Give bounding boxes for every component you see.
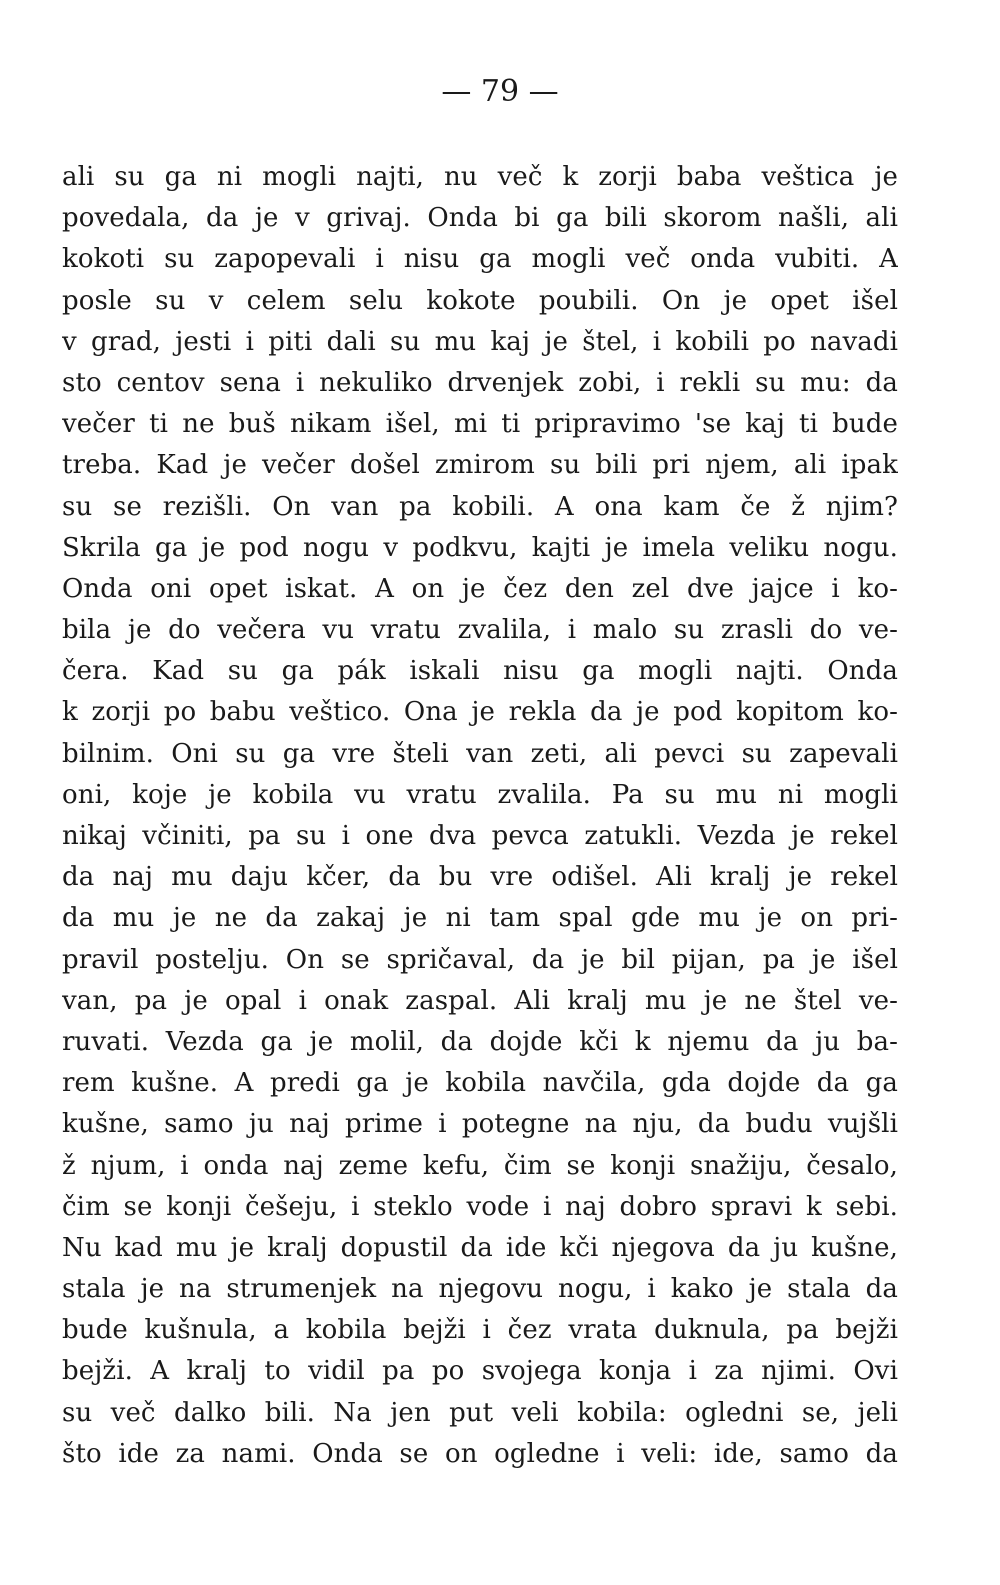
text-line: povedala, da je v grivaj. Onda bi ga bili skorom našli, ali [62, 203, 898, 234]
text-line: nikaj včiniti, pa su i one dva pevca zatukli. Vezda je rekel [62, 821, 898, 851]
body-text [62, 157, 898, 1475]
text-line: Skrila ga je pod nogu v podkvu, kajti je imela veliku nogu. [62, 532, 898, 563]
text-line: ž njum, i onda naj zeme kefu, čim se konji snažiju, česalo, [62, 1150, 898, 1181]
text-line: bude kušnula, a kobila bejži i čez vrata duknula, pa bejži [62, 1315, 898, 1346]
text-line: ali su ga ni mogli najti, nu več k zorji baba veštica je [62, 162, 898, 192]
text-line: kokoti su zapopevali i nisu ga mogli več onda vubiti. A [62, 244, 898, 275]
text-line: v grad, jesti i piti dali su mu kaj je štel, i kobili po navadi [62, 326, 898, 357]
text-line: kušne, samo ju naj prime i potegne na nju, da budu vujšli [62, 1109, 898, 1140]
text-line: pravil postelju. On se spričaval, da je bil pijan, pa je išel [62, 944, 898, 975]
text-line: stala je na strumenjek na njegovu nogu, i kako je stala da [62, 1274, 898, 1305]
text-line: bilnim. Oni su ga vre šteli van zeti, ali pevci su zapevali [62, 738, 898, 769]
text-line: posle su v celem selu kokote poubili. On je opet išel [62, 285, 898, 316]
text-line: čim se konji češeju, i steklo vode i naj dobro spravi k sebi. [62, 1191, 898, 1222]
text-line: večer ti ne buš nikam išel, mi ti pripravimo 'se kaj ti bude [62, 409, 898, 440]
page-number: — 79 — [441, 74, 559, 109]
text-line: treba. Kad je večer došel zmirom su bili pri njem, ali ipak [62, 450, 898, 481]
text-line: čera. Kad su ga pák iskali nisu ga mogli najti. Onda [62, 656, 898, 687]
text-line: Onda oni opet iskat. A on je čez den zel dve jajce i ko- [62, 573, 898, 604]
text-line: su več dalko bili. Na jen put veli kobila: ogledni se, jeli [62, 1397, 898, 1428]
text-line: da naj mu daju kčer, da bu vre odišel. Ali kralj je rekel [62, 862, 898, 893]
text-line: Nu kad mu je kralj dopustil da ide kči njegova da ju kušne, [62, 1232, 898, 1263]
text-line: ruvati. Vezda ga je molil, da dojde kči k njemu da ju ba- [62, 1026, 898, 1057]
text-line: što ide za nami. Onda se on ogledne i veli: ide, samo da [62, 1438, 898, 1469]
text-line: bila je do večera vu vratu zvalila, i malo su zrasli do ve- [62, 615, 898, 646]
text-line: van, pa je opal i onak zaspal. Ali kralj mu je ne štel ve- [62, 985, 898, 1016]
text-line: sto centov sena i nekuliko drvenjek zobi, i rekli su mu: da [62, 367, 898, 398]
text-line: su se rezišli. On van pa kobili. A ona kam če ž njim? [62, 491, 898, 522]
text-line: oni, koje je kobila vu vratu zvalila. Pa su mu ni mogli [62, 779, 898, 810]
text-line: k zorji po babu veštico. Ona je rekla da je pod kopitom ko- [62, 697, 898, 728]
text-line: rem kušne. A predi ga je kobila navčila, gda dojde da ga [62, 1068, 898, 1099]
text-line: bejži. A kralj to vidil pa po svojega konja i za njimi. Ovi [62, 1356, 898, 1387]
text-line: da mu je ne da zakaj je ni tam spal gde mu je on pri- [62, 903, 898, 934]
